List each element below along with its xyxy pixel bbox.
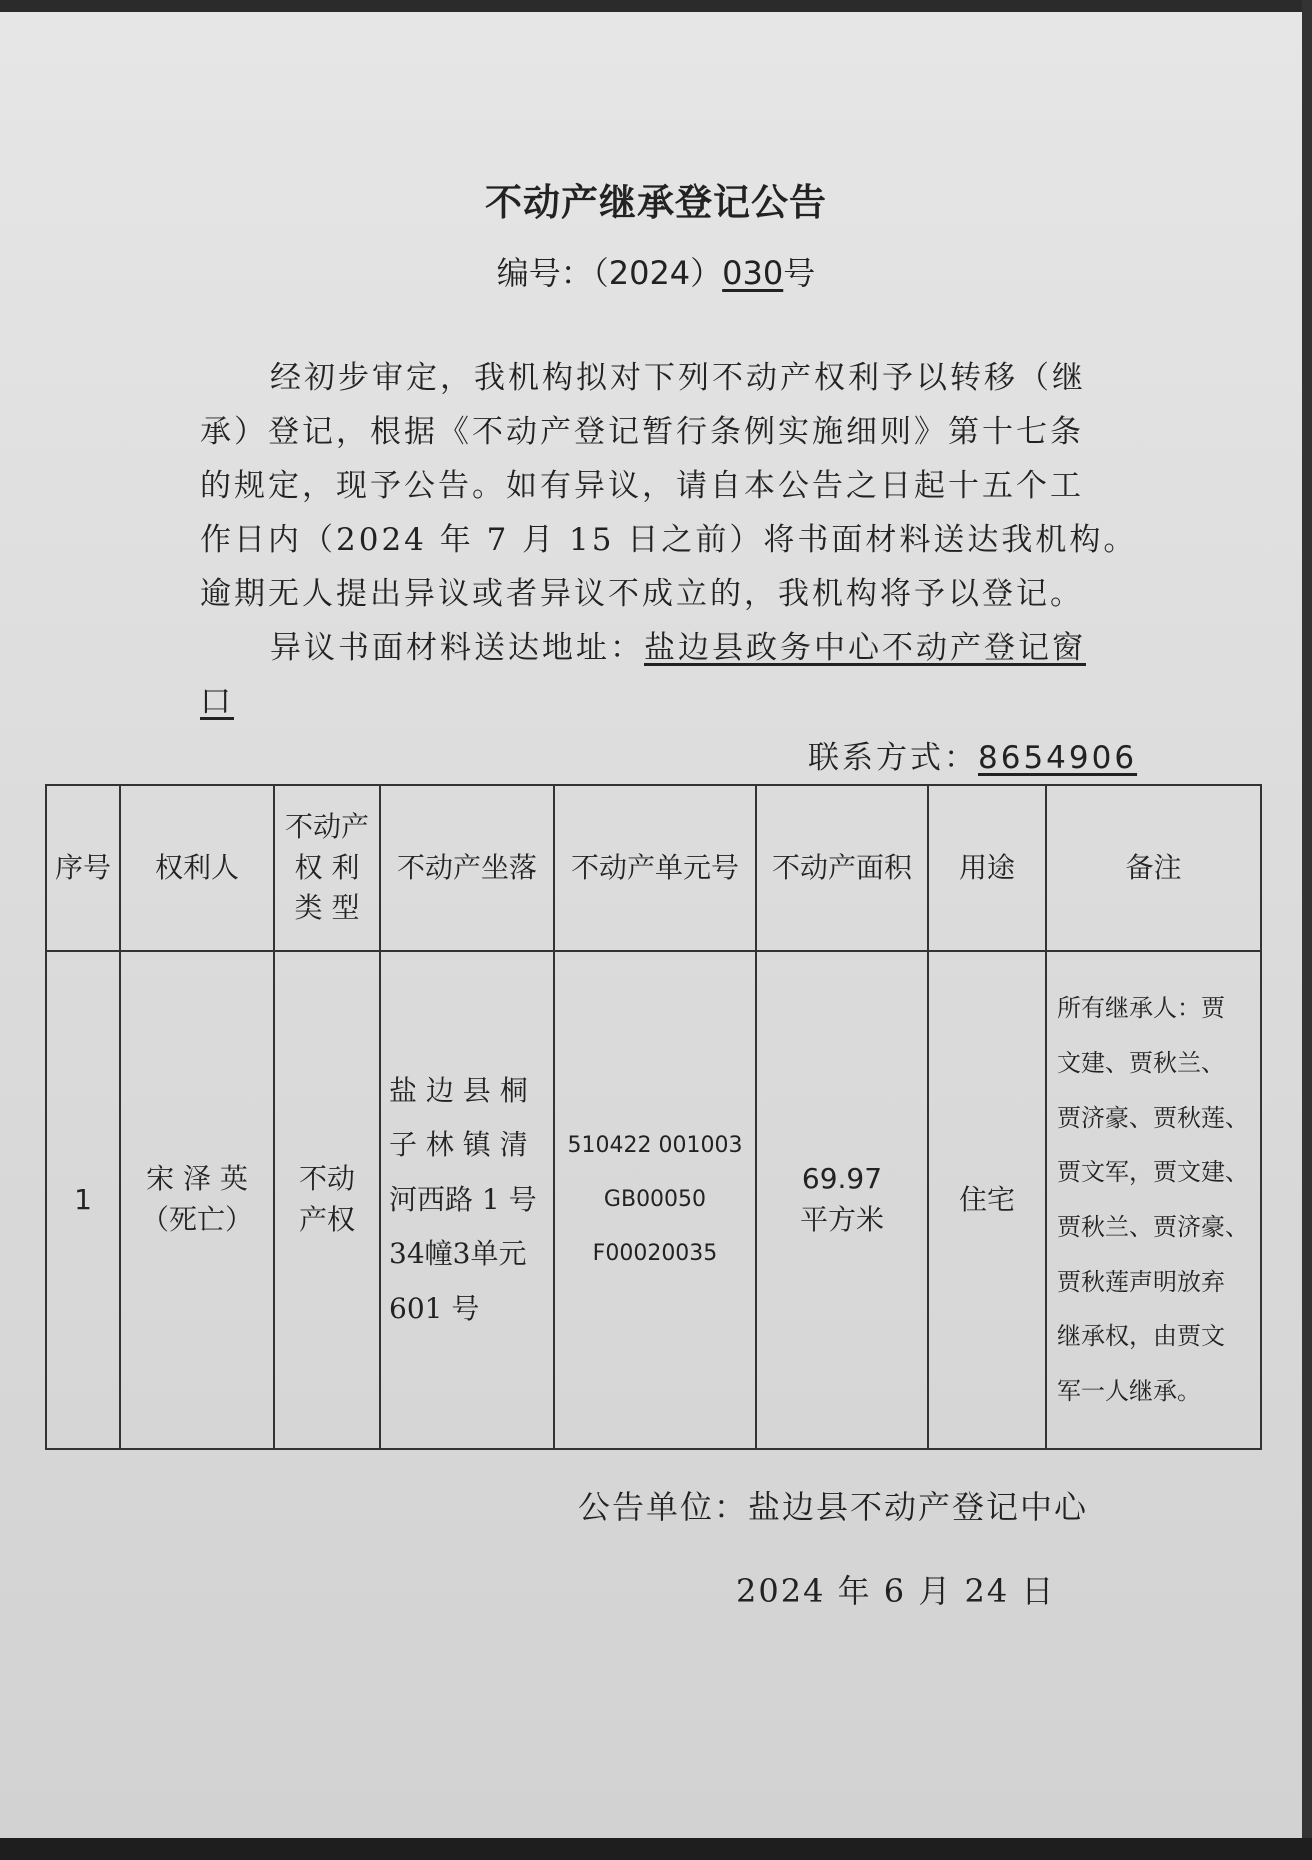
address-value-2: 口 — [200, 684, 234, 720]
scan-border-bottom — [0, 1838, 1312, 1860]
notice-title: 不动产继承登记公告 — [485, 181, 827, 224]
cell-remark — [1046, 951, 1261, 1449]
type-line1: 不动 — [298, 1162, 355, 1196]
contact-line — [808, 732, 1137, 777]
body-line-4: 作日内（2024 年 7 月 15 日之前）将书面材料送达我机构。 — [200, 522, 1138, 558]
scan-border-top — [0, 0, 1312, 12]
area-unit: 平方米 — [799, 1203, 884, 1236]
location-line: 盐 边 县 桐 — [389, 1073, 528, 1107]
holder-status: （死亡） — [140, 1203, 253, 1236]
publisher: 公告单位：盐边县不动产登记中心 — [578, 1488, 1089, 1526]
header-type — [274, 785, 380, 951]
body-line-2: 承）登记，根据《不动产登记暂行条例实施细则》第十七条 — [200, 414, 1084, 450]
location-line: 河西路 1 号 — [389, 1182, 537, 1216]
remark-line: 军一人继承。 — [1057, 1377, 1201, 1406]
header-holder: 权利人 — [120, 785, 274, 951]
header-remark: 备注 — [1046, 785, 1261, 951]
remark-line: 贾秋莲声明放弃 — [1057, 1267, 1225, 1296]
header-location: 不动产坐落 — [380, 785, 554, 951]
header-type-line1: 不动产 — [284, 810, 369, 844]
table-row — [46, 951, 1261, 1449]
body-line-3: 的规定，现予公告。如有异议，请自本公告之日起十五个工 — [200, 468, 1084, 504]
table-header-row — [46, 785, 1261, 951]
notice-number-prefix: 编号：（2024） — [496, 254, 723, 292]
cell-seq: 1 — [46, 951, 120, 1449]
header-usage: 用途 — [928, 785, 1046, 951]
unit-no-line: F00020035 — [592, 1240, 718, 1266]
cell-unit-no — [554, 951, 756, 1449]
type-line2: 产权 — [298, 1203, 355, 1236]
contact-value: 8654906 — [978, 740, 1138, 776]
header-area: 不动产面积 — [756, 785, 928, 951]
body-line-5: 逾期无人提出异议或者异议不成立的，我机构将予以登记。 — [200, 576, 1084, 612]
property-table — [45, 784, 1262, 1450]
notice-number — [0, 248, 1312, 294]
header-type-line3: 类 型 — [294, 891, 360, 925]
header-type-line2: 权 利 — [294, 850, 360, 884]
location-line: 子 林 镇 清 — [389, 1128, 528, 1162]
area-value: 69.97 — [801, 1162, 883, 1196]
address-label: 异议书面材料送达地址： — [270, 630, 644, 666]
cell-holder — [120, 951, 274, 1449]
address-value-1: 盐边县政务中心不动产登记窗 — [644, 630, 1086, 666]
notice-date: 2024 年 6 月 24 日 — [736, 1572, 1056, 1610]
holder-name: 宋 泽 英 — [146, 1162, 248, 1196]
notice-number-value: 030 — [722, 254, 784, 292]
contact-label: 联系方式： — [808, 740, 978, 776]
location-line: 34幢3单元 — [389, 1237, 527, 1271]
body-line-1: 经初步审定，我机构拟对下列不动产权利予以转移（继 — [270, 360, 1086, 396]
header-seq: 序号 — [46, 785, 120, 951]
address-line — [270, 622, 1086, 667]
header-unit-no: 不动产单元号 — [554, 785, 756, 951]
cell-area — [756, 951, 928, 1449]
cell-usage: 住宅 — [928, 951, 1046, 1449]
notice-number-suffix: 号 — [783, 254, 816, 292]
remark-line: 贾文军，贾文建、 — [1057, 1158, 1249, 1187]
cell-type — [274, 951, 380, 1449]
remark-line: 继承权，由贾文 — [1057, 1322, 1225, 1351]
remark-line: 文建、贾秋兰、 — [1057, 1048, 1225, 1077]
location-line: 601 号 — [389, 1291, 480, 1325]
cell-location — [380, 951, 554, 1449]
remark-line: 贾秋兰、贾济豪、 — [1057, 1213, 1249, 1241]
remark-line: 所有继承人：贾 — [1057, 994, 1225, 1023]
remark-line: 贾济豪、贾秋莲、 — [1057, 1103, 1249, 1132]
unit-no-line: GB00050 — [603, 1187, 707, 1213]
unit-no-line: 510422 001003 — [567, 1133, 743, 1159]
